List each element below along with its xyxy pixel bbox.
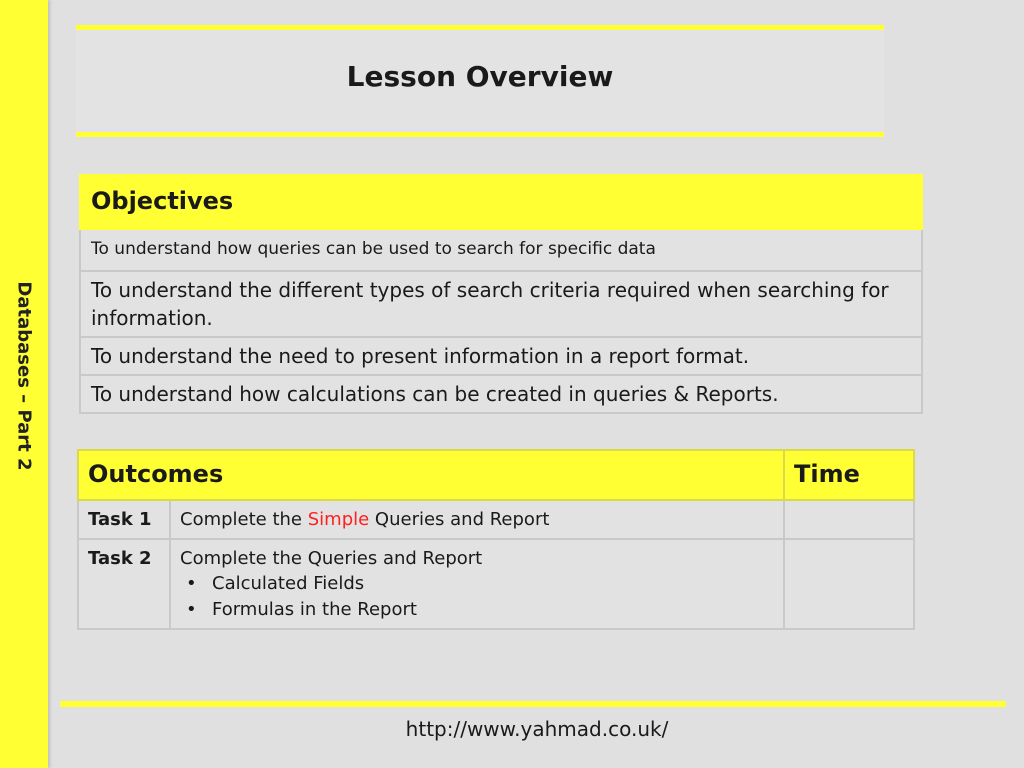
table-row [78, 539, 914, 629]
objective-row [80, 337, 922, 375]
table-row [78, 500, 914, 539]
task-text-after: Queries and Report [369, 509, 550, 530]
task-text: Complete the Queries and Report [180, 548, 483, 570]
time-heading: Time [784, 450, 914, 500]
page-title: Lesson Overview [346, 60, 614, 93]
objectives-heading: Objectives [80, 175, 922, 229]
task-time [784, 539, 914, 629]
task-description [170, 539, 784, 629]
task-time [784, 500, 914, 539]
list-item: • Calculated Fields [212, 571, 774, 596]
objectives-table [79, 174, 923, 414]
sidebar [0, 0, 48, 768]
task-text-before: Complete the [180, 509, 308, 530]
task-highlight: Simple [307, 509, 370, 530]
sidebar-label: Databases – Part 2 [13, 281, 35, 471]
objective-item: To understand the need to present information in a report format. [80, 337, 922, 375]
objective-row [80, 271, 922, 337]
task-label: Task 2 [78, 539, 170, 629]
footer-url[interactable]: http://www.yahmad.co.uk/ [405, 717, 669, 741]
title-box [76, 25, 884, 137]
objective-item: To understand how queries can be used to search for specific data [80, 229, 922, 271]
objective-row [80, 229, 922, 271]
footer-divider [60, 701, 1006, 707]
task-description [170, 500, 784, 539]
objective-item: To understand the different types of search criteria required when searching for information. [80, 271, 922, 337]
objective-row [80, 375, 922, 413]
task-bullets [180, 571, 774, 621]
outcomes-table [77, 449, 915, 630]
list-item: • Formulas in the Report [212, 597, 774, 622]
task-label: Task 1 [78, 500, 170, 539]
outcomes-heading: Outcomes [78, 450, 784, 500]
objective-item: To understand how calculations can be created in queries & Reports. [80, 375, 922, 413]
